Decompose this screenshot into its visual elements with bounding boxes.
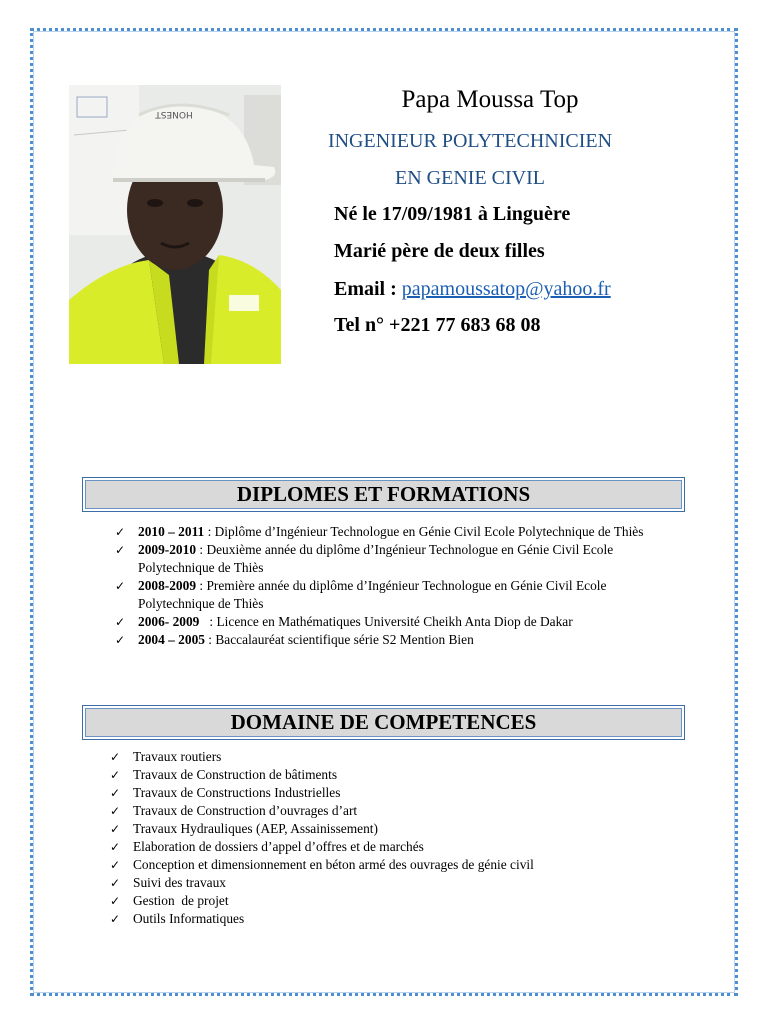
diplomas-heading-box [82,477,685,512]
list-item [110,784,670,802]
skill-text: Travaux de Construction d’ouvrages d’art [133,803,358,818]
checkmark-icon: ✓ [110,912,121,926]
job-title-line-2: EN GENIE CIVIL [395,167,545,189]
skill-text: Gestion de projet [133,893,229,908]
diploma-year: 2004 – 2005 [138,632,205,647]
phone-number: Tel n° +221 77 683 68 08 [334,314,541,336]
diploma-text: : Diplôme d’Ingénieur Technologue en Génie Civil Ecole Polytechnique de Thiès [204,524,644,539]
checkmark-icon: ✓ [110,876,121,890]
diploma-year: 2006- 2009 [138,614,200,629]
list-item [110,874,670,892]
list-item [110,910,670,928]
diploma-text: : Première année du diplôme d’Ingénieur Technologue en Génie Civil Ecole Polytechnique de Thiès [138,578,607,611]
list-item [110,766,670,784]
job-title-line-1: INGENIEUR POLYTECHNICIEN [327,130,613,152]
checkmark-icon: ✓ [110,840,121,854]
checkmark-icon: ✓ [115,615,126,629]
skill-text: Travaux routiers [133,749,222,764]
list-item [110,820,670,838]
diploma-text: : Licence en Mathématiques Université Cheikh Anta Diop de Dakar [199,614,573,629]
profile-photo [69,85,281,364]
helmet-label: HONEST [155,109,193,119]
list-item [115,523,675,541]
email-line [334,278,611,301]
skill-text: Outils Informatiques [133,911,245,926]
birth-info: Né le 17/09/1981 à Linguère [334,203,571,225]
skills-list [110,748,670,928]
checkmark-icon: ✓ [110,822,121,836]
checkmark-icon: ✓ [115,579,126,593]
skills-heading: DOMAINE DE COMPETENCES [85,708,682,737]
list-item [110,802,670,820]
candidate-name: Papa Moussa Top [401,86,579,113]
diploma-year: 2010 – 2011 [138,524,205,539]
skill-text: Travaux de Construction de bâtiments [133,767,338,782]
list-item [115,577,675,613]
list-item [110,856,670,874]
diploma-year: 2008-2009 [138,578,197,593]
list-item [110,748,670,766]
list-item [115,541,675,577]
checkmark-icon: ✓ [115,633,126,647]
checkmark-icon: ✓ [115,525,126,539]
skill-text: Travaux de Constructions Industrielles [133,785,341,800]
list-item [115,631,675,649]
email-label: Email : [334,278,402,300]
diplomas-list [115,523,675,649]
skills-heading-box [82,705,685,740]
skill-text: Conception et dimensionnement en béton armé des ouvrages de génie civil [133,857,534,872]
skill-text: Suivi des travaux [133,875,226,890]
checkmark-icon: ✓ [115,543,126,557]
checkmark-icon: ✓ [110,804,121,818]
checkmark-icon: ✓ [110,750,121,764]
list-item [110,892,670,910]
marital-status: Marié père de deux filles [334,240,545,262]
list-item [115,613,675,631]
diplomas-heading: DIPLOMES ET FORMATIONS [85,480,682,509]
skill-text: Elaboration de dossiers d’appel d’offres et de marchés [133,839,424,854]
diploma-text: : Deuxième année du diplôme d’Ingénieur Technologue en Génie Civil Ecole Polytechnique de Thiès [138,542,614,575]
checkmark-icon: ✓ [110,768,121,782]
checkmark-icon: ✓ [110,858,121,872]
checkmark-icon: ✓ [110,894,121,908]
diploma-text: : Baccalauréat scientifique série S2 Mention Bien [204,632,474,647]
skill-text: Travaux Hydrauliques (AEP, Assainissement) [133,821,378,836]
checkmark-icon: ✓ [110,786,121,800]
email-link[interactable]: papamoussatop@yahoo.fr [401,278,611,300]
diploma-year: 2009-2010 [138,542,197,557]
list-item [110,838,670,856]
